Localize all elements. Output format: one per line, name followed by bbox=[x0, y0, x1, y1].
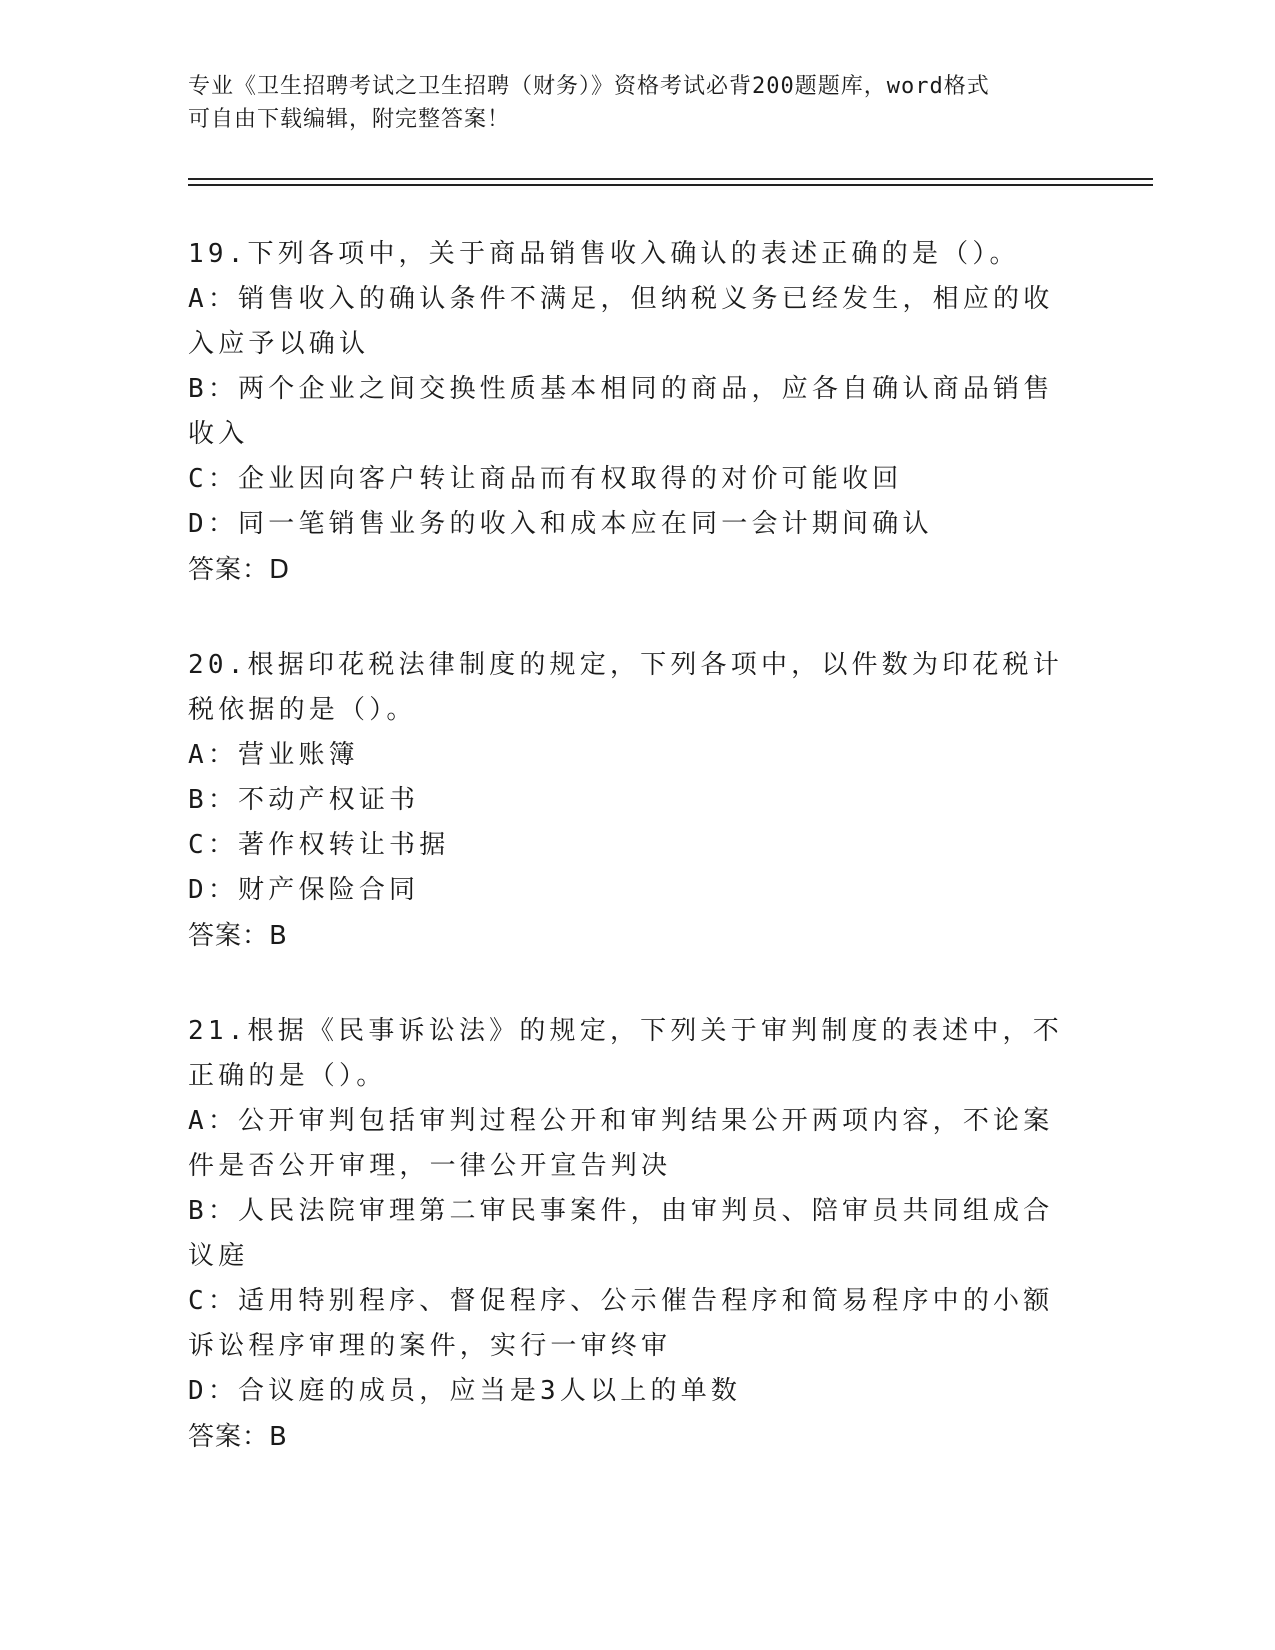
document-header bbox=[188, 70, 1068, 136]
question-stem: 20.根据印花税法律制度的规定，下列各项中，以件数为印花税计税依据的是（）。 bbox=[188, 650, 1063, 725]
option-b: B：人民法院审理第二审民事案件，由审判员、陪审员共同组成合议庭 bbox=[188, 1196, 1054, 1271]
question-19 bbox=[188, 232, 1078, 594]
option-c: C：适用特别程序、督促程序、公示催告程序和简易程序中的小额诉讼程序审理的案件，实行一审终审 bbox=[188, 1286, 1054, 1361]
question-20 bbox=[188, 643, 1078, 960]
header-line-2: 可自由下载编辑，附完整答案！ bbox=[188, 107, 511, 132]
header-line-1: 专业《卫生招聘考试之卫生招聘（财务）》资格考试必背200题题库，word格式 bbox=[188, 74, 990, 99]
option-a: A：公开审判包括审判过程公开和审判结果公开两项内容，不论案件是否公开审理，一律公开宣告判决 bbox=[188, 1106, 1054, 1181]
answer-label: 答案：B bbox=[188, 1422, 288, 1452]
answer-label: 答案：D bbox=[188, 555, 291, 585]
header-rule-top bbox=[188, 178, 1153, 180]
option-c: C：著作权转让书据 bbox=[188, 830, 450, 860]
option-b: B：两个企业之间交换性质基本相同的商品，应各自确认商品销售收入 bbox=[188, 374, 1054, 449]
option-a: A：销售收入的确认条件不满足，但纳税义务已经发生，相应的收入应予以确认 bbox=[188, 284, 1054, 359]
question-stem: 21.根据《民事诉讼法》的规定，下列关于审判制度的表述中，不正确的是（）。 bbox=[188, 1016, 1063, 1091]
option-c: C：企业因向客户转让商品而有权取得的对价可能收回 bbox=[188, 464, 903, 494]
question-stem: 19.下列各项中，关于商品销售收入确认的表述正确的是（）。 bbox=[188, 239, 1020, 269]
option-d: D：同一笔销售业务的收入和成本应在同一会计期间确认 bbox=[188, 509, 933, 539]
option-d: D：合议庭的成员，应当是3人以上的单数 bbox=[188, 1376, 742, 1406]
option-d: D：财产保险合同 bbox=[188, 875, 420, 905]
question-21 bbox=[188, 1009, 1078, 1461]
option-b: B：不动产权证书 bbox=[188, 785, 420, 815]
option-a: A：营业账簿 bbox=[188, 740, 359, 770]
header-rule-bottom bbox=[188, 184, 1153, 186]
question-list bbox=[188, 232, 1078, 1510]
answer-label: 答案：B bbox=[188, 921, 288, 951]
